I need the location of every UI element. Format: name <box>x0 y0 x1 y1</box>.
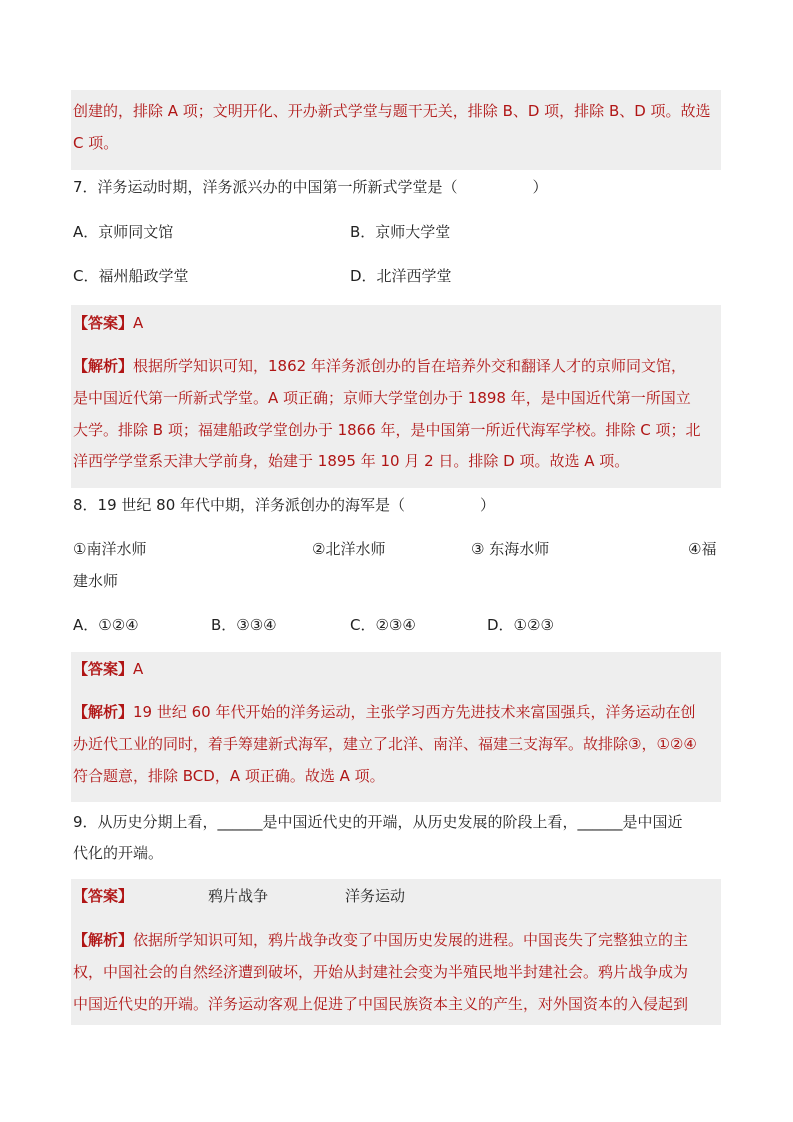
q7-analysis-text: 根据所学知识可知，1862 年洋务派创办的旨在培养外交和翻译人才的京师同文馆， <box>133 357 686 375</box>
q7-option-c: C．福州船政学堂 <box>73 267 189 285</box>
q9-stem-line: 代化的开端。 <box>73 844 164 862</box>
q7-answer-line <box>73 312 143 334</box>
answer-tag: 【答案】 <box>73 314 134 332</box>
analysis-tag: 【解析】 <box>73 703 134 721</box>
q7-option-d: D．北洋西学堂 <box>350 267 452 285</box>
prev-explanation-line: 创建的，排除 A 项；文明开化、开办新式学堂与题干无关，排除 B、D 项，排除 B、D 项。故选 <box>73 102 711 120</box>
q7-option-a: A．京师同文馆 <box>73 223 174 241</box>
q9-answer-2: 洋务运动 <box>345 887 406 905</box>
q8-item-4: ④福 <box>688 540 717 558</box>
answer-tag: 【答案】 <box>73 887 134 905</box>
q7-analysis-line: 大学。排除 B 项；福建船政学堂创办于 1866 年，是中国第一所近代海军学校。排除 C 项；北 <box>73 421 701 439</box>
q8-analysis-text: 19 世纪 60 年代开始的洋务运动，主张学习西方先进技术来富国强兵，洋务运动在创 <box>133 703 696 721</box>
q7-option-b: B．京师大学堂 <box>350 223 451 241</box>
answer-tag: 【答案】 <box>73 660 134 678</box>
q8-analysis-line <box>73 701 696 723</box>
analysis-tag: 【解析】 <box>73 931 134 949</box>
prev-explanation-line: C 项。 <box>73 134 119 152</box>
analysis-tag: 【解析】 <box>73 357 134 375</box>
q8-analysis-line: 办近代工业的同时，着手筹建新式海军，建立了北洋、南洋、福建三支海军。故排除③，①②④ <box>73 735 697 753</box>
q9-stem-line: 9．从历史分期上看，______是中国近代史的开端，从历史发展的阶段上看，______是中国近 <box>73 813 683 831</box>
q8-analysis-line: 符合题意，排除 BCD，A 项正确。故选 A 项。 <box>73 767 385 785</box>
q9-analysis-line: 中国近代史的开端。洋务运动客观上促进了中国民族资本主义的产生，对外国资本的入侵起到 <box>73 995 689 1013</box>
q7-analysis-line: 洋西学学堂系天津大学前身，始建于 1895 年 10 月 2 日。排除 D 项。故选 A 项。 <box>73 452 630 470</box>
q8-answer: A <box>133 660 144 678</box>
q8-item-4-cont: 建水师 <box>73 572 119 590</box>
q8-stem: 8．19 世纪 80 年代中期，洋务派创办的海军是（ ） <box>73 496 496 514</box>
q7-answer: A <box>133 314 144 332</box>
q9-analysis-line <box>73 929 688 951</box>
q9-analysis-text: 依据所学知识可知，鸦片战争改变了中国历史发展的进程。中国丧失了完整独立的主 <box>133 931 689 949</box>
q8-item-1: ①南洋水师 <box>73 540 147 558</box>
q9-answer-1: 鸦片战争 <box>208 887 269 905</box>
q7-analysis-line <box>73 355 686 377</box>
q8-item-3: ③ 东海水师 <box>471 540 550 558</box>
q7-analysis-line: 是中国近代第一所新式学堂。A 项正确；京师大学堂创办于 1898 年，是中国近代第一所国立 <box>73 389 691 407</box>
q9-analysis-line: 权，中国社会的自然经济遭到破坏，开始从封建社会变为半殖民地半封建社会。鸦片战争成为 <box>73 963 689 981</box>
q8-option-c: C．②③④ <box>350 616 416 634</box>
q8-item-2: ②北洋水师 <box>312 540 386 558</box>
q8-option-d: D．①②③ <box>487 616 554 634</box>
q8-answer-line <box>73 658 143 680</box>
q8-option-a: A．①②④ <box>73 616 139 634</box>
q8-option-b: B．③③④ <box>211 616 277 634</box>
q7-stem: 7．洋务运动时期，洋务派兴办的中国第一所新式学堂是（ ） <box>73 178 548 196</box>
